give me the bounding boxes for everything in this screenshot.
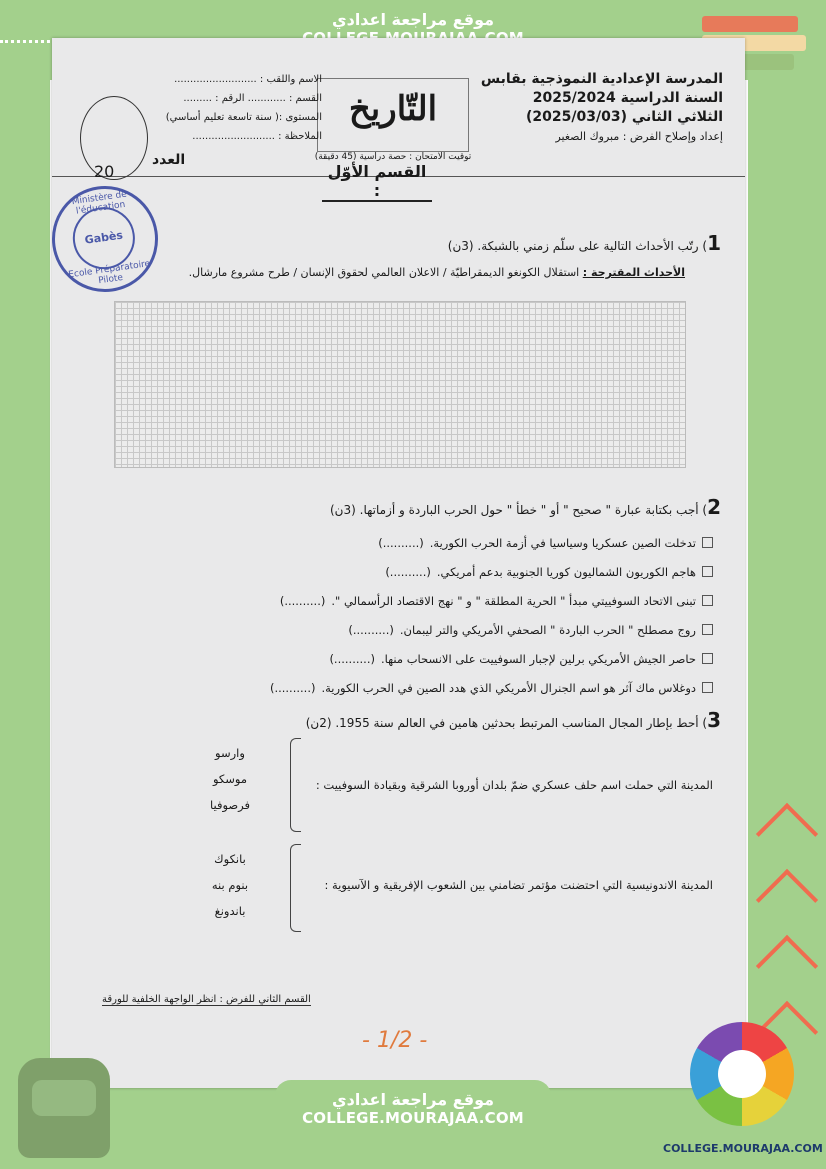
exam-paper — [52, 38, 745, 1088]
item-1-text: المدينة التي حملت اسم حلف عسكري ضمّ بلدان أوروبا الشرقية وبقيادة السوفييت : — [315, 778, 713, 792]
statement-row — [153, 644, 713, 673]
statement-row — [153, 615, 713, 644]
question-text: رتّب الأحداث التالية على سلّم زمني بالشبكة. (3ن) — [447, 239, 699, 253]
school-info — [481, 70, 723, 146]
option[interactable]: بانكوك — [214, 852, 246, 866]
item-2-text: المدينة الاندونيسية التي احتضنت مؤتمر تضامني بين الشعوب الإفريقية و الآسيوية : — [324, 878, 713, 892]
chevron-up-icon — [756, 869, 818, 931]
exam-duration: توقيت الامتحان : حصة دراسية (45 دقيقة) — [314, 152, 472, 162]
student-name-field[interactable]: الاسم واللقب : .......................... — [174, 74, 322, 85]
site-url: COLLEGE.MOURAJAA.COM — [302, 1109, 524, 1127]
statement-row — [153, 557, 713, 586]
note-field[interactable]: الملاحظة : .......................... — [192, 131, 322, 142]
grade-label: العدد — [152, 152, 186, 168]
option[interactable]: موسكو — [212, 772, 248, 786]
question-number: 2 — [707, 495, 721, 519]
statement-text: حاصر الجيش الأمريكي برلين لإجبار السوفييت على الانسحاب منها. — [380, 651, 696, 666]
option[interactable]: فرصوفيا — [209, 798, 251, 812]
footnote: القسم الثاني للفرض : انظر الواجهة الخلفية للورقة — [102, 994, 311, 1005]
question-2: 2) أجب بكتابة عبارة " صحيح " أو " خطأ " حول الحرب الباردة و أزماتها. (3ن) — [330, 495, 721, 519]
checkbox-icon — [702, 682, 713, 693]
checkbox-icon — [702, 653, 713, 664]
answer-blank[interactable]: (..........) — [385, 564, 431, 579]
school-year: السنة الدراسية 2025/2024 — [532, 90, 723, 106]
level-field: المستوى :( سنة تاسعة تعليم أساسي) — [165, 112, 322, 123]
site-banner-bottom[interactable] — [275, 1080, 551, 1150]
question-number: 1 — [707, 231, 721, 255]
author: إعداد وإصلاح الفرض : مبروك الصغير — [555, 130, 723, 143]
chevron-up-icon — [756, 935, 818, 997]
page-number: - 1/2 - — [362, 1028, 428, 1053]
statement-row — [153, 528, 713, 557]
checkbox-icon — [702, 566, 713, 577]
site-name: موقع مراجعة اعدادي — [331, 1090, 495, 1109]
stamp-top-text: Ministère de l'éducation — [71, 189, 128, 217]
statement-text: دوغلاس ماك آثر هو اسم الجنرال الأمريكي الذي هدد الصين في الحرب الكورية. — [321, 680, 696, 695]
question-number: 3 — [707, 708, 721, 732]
brace — [290, 738, 301, 832]
question-1: 1) رتّب الأحداث التالية على سلّم زمني بالشبكة. (3ن) — [447, 231, 721, 255]
answer-blank[interactable]: (..........) — [348, 622, 394, 637]
statement-row — [153, 673, 713, 702]
answer-blank[interactable]: (..........) — [329, 651, 375, 666]
proposed-events — [189, 266, 685, 279]
logo-url: COLLEGE.MOURAJAA.COM — [663, 1142, 823, 1155]
grade-total: 20 — [94, 162, 115, 181]
question-3: 3) أحط بإطار المجال المناسب المرتبط بحدثين هامين في العالم سنة 1955. (2ن) — [305, 708, 721, 732]
school-name: المدرسة الإعدادية النموذجية بقابس — [480, 71, 723, 87]
school-stamp — [45, 179, 165, 299]
checkbox-icon — [702, 595, 713, 606]
student-info — [152, 70, 322, 146]
question-text: أحط بإطار المجال المناسب المرتبط بحدثين هامين في العالم سنة 1955. (2ن) — [305, 716, 699, 730]
checkbox-icon — [702, 537, 713, 548]
option[interactable]: وارسو — [215, 746, 245, 760]
options-group-1 — [170, 740, 290, 818]
subject-box — [314, 78, 472, 162]
checkbox-icon — [702, 624, 713, 635]
brace — [290, 844, 301, 932]
subject-title: التّاريخ — [348, 89, 438, 129]
answer-blank[interactable]: (..........) — [378, 535, 424, 550]
option[interactable]: بنوم بنه — [211, 878, 249, 892]
section-field[interactable]: القسم : ............ الرقم : ......... — [183, 93, 322, 104]
term: الثلاثي الثاني (2025/03/03) — [526, 109, 723, 125]
frame-left — [0, 0, 50, 1169]
statement-text: هاجم الكوريون الشماليون كوريا الجنوبية بدعم أمريكي. — [436, 564, 696, 579]
true-false-list — [153, 528, 713, 702]
events-list: استقلال الكونغو الديمقراطيّة / الاعلان العالمي لحقوق الإنسان / طرح مشروع مارشال. — [188, 266, 580, 279]
stamp-center-text: Gabès — [69, 203, 139, 273]
question-text: أجب بكتابة عبارة " صحيح " أو " خطأ " حول الحرب الباردة و أزماتها. (3ن) — [330, 503, 699, 517]
stamp-bottom-text: Ecole Préparatoire Pilote — [67, 259, 151, 287]
chevron-up-icon — [756, 803, 818, 865]
timeline-grid[interactable] — [114, 301, 686, 468]
statement-text: روج مصطلح " الحرب الباردة " الصحفي الأمريكي والتر ليبمان. — [399, 622, 696, 637]
site-name: موقع مراجعة اعدادي — [331, 10, 495, 29]
decor-chevrons — [748, 790, 826, 1054]
events-label: الأحداث المقترحة : — [582, 266, 685, 279]
backpack-icon — [18, 1058, 110, 1158]
statement-text: تدخلت الصين عسكريا وسياسيا في أزمة الحرب الكورية. — [429, 535, 696, 550]
option[interactable]: باندونغ — [214, 904, 246, 918]
answer-blank[interactable]: (..........) — [269, 680, 316, 695]
section-title: القسم الأوّل : — [322, 162, 432, 202]
answer-blank[interactable]: (..........) — [279, 593, 326, 608]
site-logo-icon[interactable] — [690, 1022, 794, 1126]
statement-text: تبنى الاتحاد السوفييتي مبدأ " الحرية المطلقة " و " نهج الاقتصاد الرأسمالي ". — [331, 593, 696, 608]
options-group-2 — [170, 846, 290, 924]
statement-row — [153, 586, 713, 615]
